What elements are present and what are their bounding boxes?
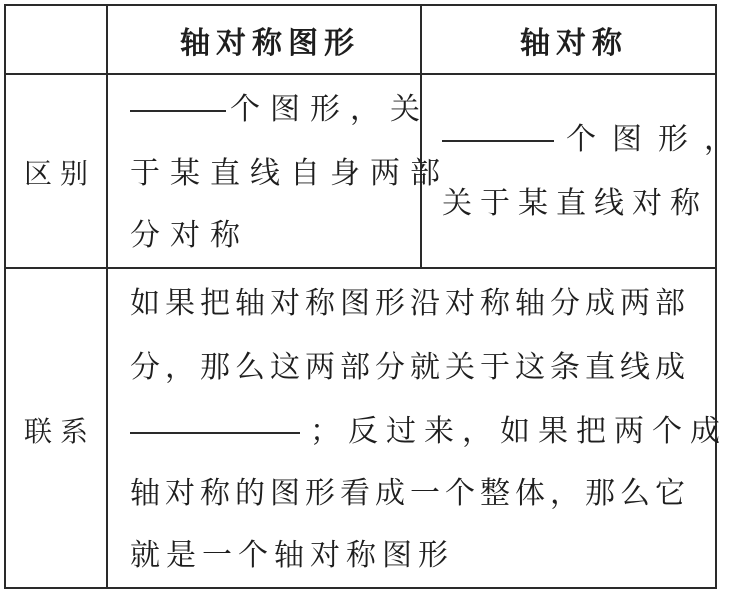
fill-in-blank-1[interactable]	[130, 110, 226, 112]
fill-in-blank-2[interactable]	[442, 140, 554, 142]
connection-line3	[130, 400, 728, 464]
difference-col2-line1	[442, 108, 750, 172]
difference-col1-line1	[130, 78, 430, 142]
header-axial-symmetry: 轴对称	[520, 26, 628, 61]
row-divider-2	[4, 267, 717, 269]
connection-line2: 分，那么这两部分就关于这条直线成	[130, 350, 690, 385]
difference-col1-line2: 于某直线自身两部	[130, 156, 450, 191]
difference-col2-line1-text: 个图形，	[566, 122, 750, 157]
row-label-connection: 联系	[24, 415, 97, 448]
header-axisymmetric-figure: 轴对称图形	[180, 26, 360, 61]
connection-line1: 如果把轴对称图形沿对称轴分成两部	[130, 286, 690, 321]
difference-col1-line1-text: 个图形，关	[230, 92, 430, 127]
connection-line5: 就是一个轴对称图形	[130, 538, 454, 573]
difference-col2-line2: 关于某直线对称	[442, 186, 708, 221]
fill-in-blank-3[interactable]	[130, 432, 300, 434]
column-divider-1	[106, 4, 108, 589]
difference-col1-line3: 分对称	[130, 218, 250, 253]
row-label-difference: 区别	[24, 157, 97, 190]
connection-line3-text: ；反过来，如果把两个成	[310, 414, 728, 449]
connection-line4: 轴对称的图形看成一个整体，那么它	[130, 476, 690, 511]
row-divider-1	[4, 73, 717, 75]
